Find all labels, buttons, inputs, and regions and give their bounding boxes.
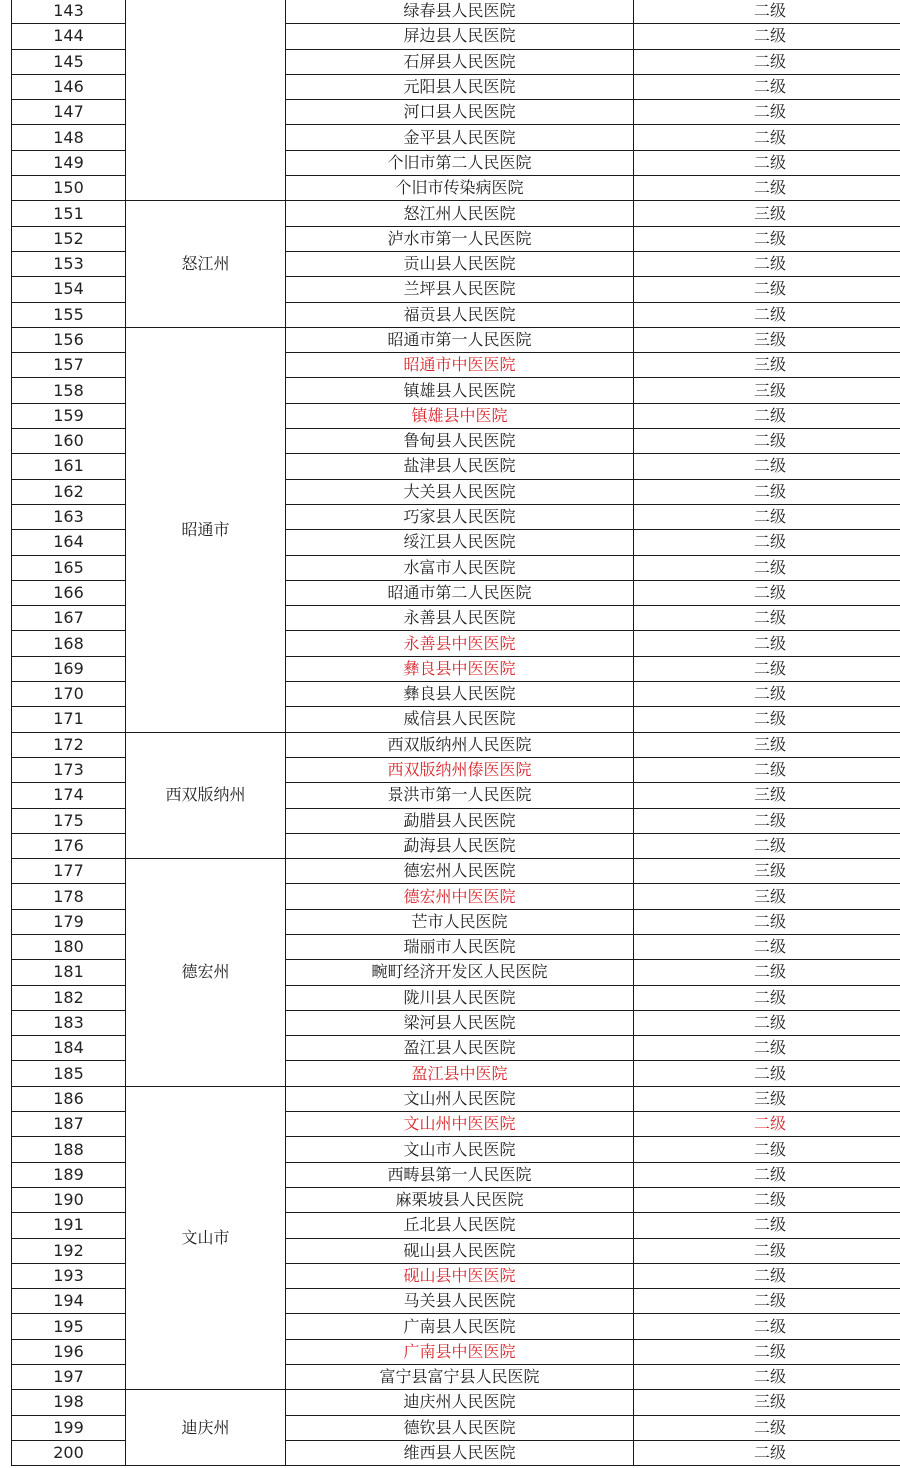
hospital-name: 水富市人民医院 [286, 555, 634, 580]
row-index: 143 [12, 0, 126, 24]
hospital-level: 三级 [634, 378, 900, 403]
row-index: 200 [12, 1440, 126, 1465]
hospital-level: 二级 [634, 631, 900, 656]
row-index: 189 [12, 1162, 126, 1187]
row-index: 181 [12, 960, 126, 985]
region-cell: 西双版纳州 [126, 732, 286, 858]
row-index: 176 [12, 833, 126, 858]
hospital-name: 永善县人民医院 [286, 606, 634, 631]
table-row [12, 859, 900, 884]
hospital-level: 三级 [634, 1086, 900, 1111]
hospital-name: 贡山县人民医院 [286, 251, 634, 276]
hospital-level: 二级 [634, 960, 900, 985]
row-index: 158 [12, 378, 126, 403]
row-index: 145 [12, 49, 126, 74]
row-index: 183 [12, 1010, 126, 1035]
hospital-level: 二级 [634, 403, 900, 428]
hospital-level: 二级 [634, 1036, 900, 1061]
hospital-level: 二级 [634, 1061, 900, 1086]
row-index: 190 [12, 1187, 126, 1212]
hospital-level: 二级 [634, 125, 900, 150]
row-index: 162 [12, 479, 126, 504]
hospital-name: 鲁甸县人民医院 [286, 429, 634, 454]
hospital-name: 维西县人民医院 [286, 1440, 634, 1465]
hospital-level: 二级 [634, 1440, 900, 1465]
hospital-name: 德宏州中医医院 [286, 884, 634, 909]
region-cell: 迪庆州 [126, 1390, 286, 1466]
row-index: 178 [12, 884, 126, 909]
row-index: 197 [12, 1365, 126, 1390]
hospital-name: 畹町经济开发区人民医院 [286, 960, 634, 985]
row-index: 154 [12, 277, 126, 302]
hospital-name: 昭通市第一人民医院 [286, 327, 634, 352]
row-index: 164 [12, 530, 126, 555]
row-index: 157 [12, 353, 126, 378]
hospital-name: 彝良县人民医院 [286, 682, 634, 707]
hospital-name: 丘北县人民医院 [286, 1213, 634, 1238]
hospital-name: 陇川县人民医院 [286, 985, 634, 1010]
hospital-level: 二级 [634, 934, 900, 959]
row-index: 175 [12, 808, 126, 833]
hospital-level: 二级 [634, 606, 900, 631]
row-index: 188 [12, 1137, 126, 1162]
row-index: 186 [12, 1086, 126, 1111]
region-cell: 德宏州 [126, 859, 286, 1087]
row-index: 182 [12, 985, 126, 1010]
hospital-level: 二级 [634, 682, 900, 707]
hospital-level: 二级 [634, 454, 900, 479]
hospital-level: 二级 [634, 504, 900, 529]
hospital-name: 绿春县人民医院 [286, 0, 634, 24]
row-index: 147 [12, 100, 126, 125]
hospital-name: 昭通市第二人民医院 [286, 580, 634, 605]
hospital-name: 文山市人民医院 [286, 1137, 634, 1162]
hospital-level: 二级 [634, 555, 900, 580]
hospital-level: 二级 [634, 1010, 900, 1035]
hospital-level: 二级 [634, 580, 900, 605]
hospital-name: 镇雄县人民医院 [286, 378, 634, 403]
hospital-name: 西畴县第一人民医院 [286, 1162, 634, 1187]
region-cell: 怒江州 [126, 201, 286, 327]
hospital-level: 二级 [634, 1339, 900, 1364]
hospital-name: 永善县中医医院 [286, 631, 634, 656]
hospital-level: 二级 [634, 150, 900, 175]
hospital-level: 二级 [634, 808, 900, 833]
hospital-name: 元阳县人民医院 [286, 74, 634, 99]
hospital-level: 二级 [634, 0, 900, 24]
hospital-level: 二级 [634, 656, 900, 681]
hospital-level: 二级 [634, 1263, 900, 1288]
hospital-name: 砚山县中医医院 [286, 1263, 634, 1288]
hospital-name: 麻栗坡县人民医院 [286, 1187, 634, 1212]
hospital-name: 个旧市传染病医院 [286, 176, 634, 201]
region-cell [126, 0, 286, 201]
hospital-name: 马关县人民医院 [286, 1289, 634, 1314]
row-index: 177 [12, 859, 126, 884]
hospital-level: 二级 [634, 1365, 900, 1390]
hospital-level: 二级 [634, 226, 900, 251]
row-index: 192 [12, 1238, 126, 1263]
region-cell: 昭通市 [126, 327, 286, 732]
hospital-level: 二级 [634, 1314, 900, 1339]
row-index: 191 [12, 1213, 126, 1238]
hospital-name: 勐海县人民医院 [286, 833, 634, 858]
hospital-name: 河口县人民医院 [286, 100, 634, 125]
hospital-level: 三级 [634, 353, 900, 378]
table-row [12, 0, 900, 24]
hospital-level: 二级 [634, 251, 900, 276]
row-index: 160 [12, 429, 126, 454]
row-index: 148 [12, 125, 126, 150]
hospital-name: 景洪市第一人民医院 [286, 783, 634, 808]
row-index: 161 [12, 454, 126, 479]
hospital-level: 二级 [634, 1137, 900, 1162]
hospital-level: 二级 [634, 49, 900, 74]
hospital-name: 勐腊县人民医院 [286, 808, 634, 833]
hospital-name: 大关县人民医院 [286, 479, 634, 504]
hospital-level: 二级 [634, 1289, 900, 1314]
row-index: 151 [12, 201, 126, 226]
hospital-table-body [12, 0, 900, 1466]
hospital-level: 二级 [634, 176, 900, 201]
row-index: 167 [12, 606, 126, 631]
hospital-level: 二级 [634, 833, 900, 858]
hospital-name: 广南县人民医院 [286, 1314, 634, 1339]
hospital-level: 三级 [634, 1390, 900, 1415]
hospital-name: 盐津县人民医院 [286, 454, 634, 479]
hospital-name: 瑞丽市人民医院 [286, 934, 634, 959]
row-index: 166 [12, 580, 126, 605]
row-index: 165 [12, 555, 126, 580]
row-index: 155 [12, 302, 126, 327]
hospital-level: 二级 [634, 429, 900, 454]
hospital-name: 德钦县人民医院 [286, 1415, 634, 1440]
hospital-name: 绥江县人民医院 [286, 530, 634, 555]
hospital-name: 彝良县中医医院 [286, 656, 634, 681]
hospital-level: 二级 [634, 24, 900, 49]
row-index: 180 [12, 934, 126, 959]
hospital-name: 石屏县人民医院 [286, 49, 634, 74]
hospital-name: 砚山县人民医院 [286, 1238, 634, 1263]
row-index: 174 [12, 783, 126, 808]
row-index: 150 [12, 176, 126, 201]
hospital-level: 二级 [634, 100, 900, 125]
row-index: 184 [12, 1036, 126, 1061]
hospital-level: 二级 [634, 277, 900, 302]
hospital-name: 梁河县人民医院 [286, 1010, 634, 1035]
hospital-level: 二级 [634, 479, 900, 504]
hospital-name: 金平县人民医院 [286, 125, 634, 150]
hospital-level: 三级 [634, 783, 900, 808]
row-index: 193 [12, 1263, 126, 1288]
hospital-name: 西双版纳州人民医院 [286, 732, 634, 757]
hospital-level: 二级 [634, 1415, 900, 1440]
hospital-level: 三级 [634, 884, 900, 909]
hospital-level: 二级 [634, 1187, 900, 1212]
row-index: 146 [12, 74, 126, 99]
row-index: 173 [12, 757, 126, 782]
table-row [12, 327, 900, 352]
hospital-level: 二级 [634, 74, 900, 99]
row-index: 199 [12, 1415, 126, 1440]
hospital-level: 三级 [634, 859, 900, 884]
hospital-level: 二级 [634, 1213, 900, 1238]
hospital-name: 文山州人民医院 [286, 1086, 634, 1111]
row-index: 156 [12, 327, 126, 352]
row-index: 159 [12, 403, 126, 428]
hospital-name: 广南县中医医院 [286, 1339, 634, 1364]
row-index: 170 [12, 682, 126, 707]
hospital-name: 盈江县人民医院 [286, 1036, 634, 1061]
row-index: 168 [12, 631, 126, 656]
table-row [12, 1086, 900, 1111]
hospital-name: 迪庆州人民医院 [286, 1390, 634, 1415]
hospital-name: 怒江州人民医院 [286, 201, 634, 226]
row-index: 144 [12, 24, 126, 49]
hospital-level: 三级 [634, 327, 900, 352]
row-index: 169 [12, 656, 126, 681]
hospital-name: 文山州中医医院 [286, 1112, 634, 1137]
hospital-name: 兰坪县人民医院 [286, 277, 634, 302]
hospital-level: 二级 [634, 757, 900, 782]
hospital-name: 盈江县中医院 [286, 1061, 634, 1086]
hospital-name: 芒市人民医院 [286, 909, 634, 934]
table-row [12, 732, 900, 757]
row-index: 172 [12, 732, 126, 757]
row-index: 185 [12, 1061, 126, 1086]
hospital-name: 威信县人民医院 [286, 707, 634, 732]
hospital-name: 昭通市中医医院 [286, 353, 634, 378]
hospital-level: 二级 [634, 909, 900, 934]
hospital-level: 二级 [634, 1112, 900, 1137]
hospital-level: 二级 [634, 1162, 900, 1187]
hospital-name: 福贡县人民医院 [286, 302, 634, 327]
row-index: 171 [12, 707, 126, 732]
row-index: 194 [12, 1289, 126, 1314]
hospital-table [11, 0, 900, 1466]
hospital-name: 泸水市第一人民医院 [286, 226, 634, 251]
row-index: 179 [12, 909, 126, 934]
row-index: 187 [12, 1112, 126, 1137]
hospital-name: 巧家县人民医院 [286, 504, 634, 529]
row-index: 152 [12, 226, 126, 251]
hospital-level: 二级 [634, 707, 900, 732]
hospital-level: 二级 [634, 985, 900, 1010]
table-row [12, 1390, 900, 1415]
row-index: 149 [12, 150, 126, 175]
hospital-name: 富宁县富宁县人民医院 [286, 1365, 634, 1390]
table-row [12, 201, 900, 226]
row-index: 196 [12, 1339, 126, 1364]
row-index: 198 [12, 1390, 126, 1415]
region-cell: 文山市 [126, 1086, 286, 1390]
hospital-name: 镇雄县中医院 [286, 403, 634, 428]
row-index: 163 [12, 504, 126, 529]
hospital-level: 二级 [634, 1238, 900, 1263]
row-index: 195 [12, 1314, 126, 1339]
hospital-name: 西双版纳州傣医医院 [286, 757, 634, 782]
hospital-name: 德宏州人民医院 [286, 859, 634, 884]
hospital-level: 二级 [634, 530, 900, 555]
hospital-name: 个旧市第二人民医院 [286, 150, 634, 175]
hospital-level: 二级 [634, 302, 900, 327]
hospital-level: 三级 [634, 201, 900, 226]
hospital-level: 三级 [634, 732, 900, 757]
hospital-name: 屏边县人民医院 [286, 24, 634, 49]
row-index: 153 [12, 251, 126, 276]
